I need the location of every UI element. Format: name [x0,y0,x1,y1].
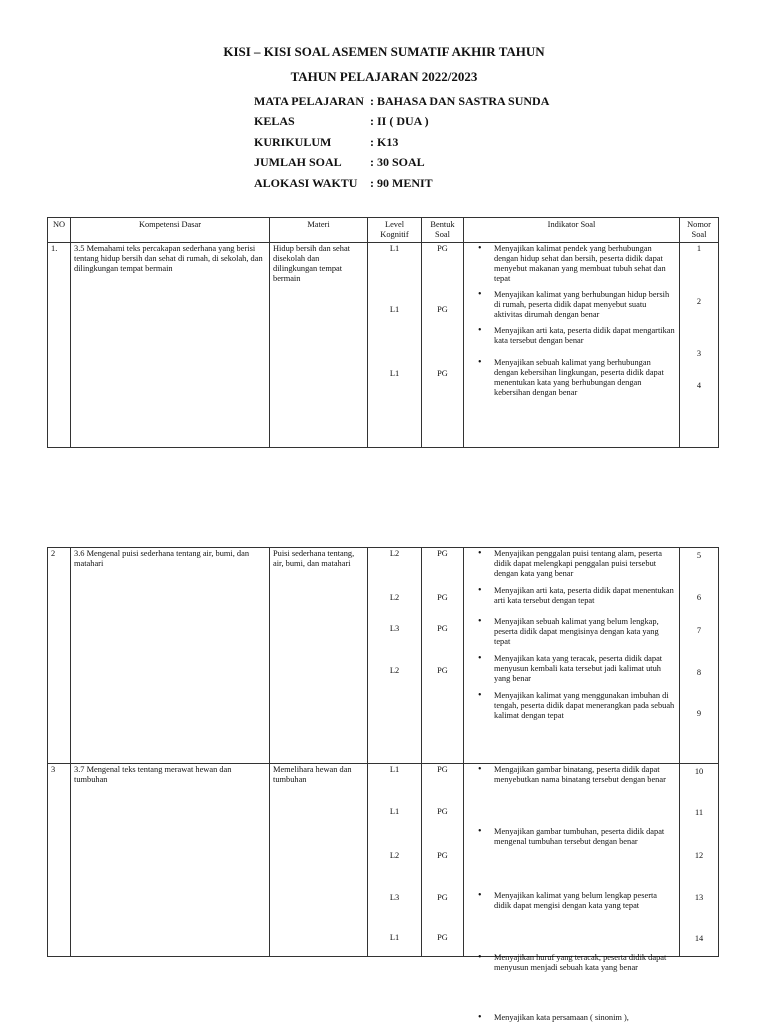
meta-value: : II ( DUA ) [370,114,429,129]
meta-row-curriculum [254,132,549,153]
level-value: L3 [389,624,400,633]
header-materi: Materi [270,218,368,243]
nomor-value: 13 [694,893,704,902]
indikator-item: • Menyajikan sebuah kalimat yang belum lengkap, peserta didik dapat mengisinya dengan kata yang tepat [467,617,676,647]
indikator-item: • Menyajikan kalimat pendek yang berhubungan dengan hidup sehat dan bersih, peserta didik dapat menyebut makanan yang membuat tubuh sehat dan tepat [467,244,676,284]
meta-label: MATA PELAJARAN [254,93,364,108]
table-row [48,243,719,448]
header-no: NO [48,218,71,243]
table-row [48,548,719,764]
header-bentuk-line2: Soal [435,230,450,239]
bentuk-value: PG [437,851,448,860]
row-number: 3 [48,764,71,957]
header-level-line2: Kognitif [380,230,409,239]
meta-label: JUMLAH SOAL [254,155,342,170]
indikator-item: • Menyajikan sebuah kalimat yang berhubungan dengan kebersihan lingkungan, peserta didik dapat menentukan kata yang berhubungan dengan kebersihan dengan benar [467,358,676,398]
indikator-cell [464,243,680,448]
nomor-value: 6 [696,593,702,602]
row-number: 1. [48,243,71,448]
bentuk-value: PG [437,893,448,902]
indikator-item: • Menyajikan kata persamaan ( sinonim ), [467,1013,676,1023]
indikator-item: • Menyajikan gambar tumbuhan, peserta didik dapat mengenal tumbuhan tersebut dengan benar [467,827,676,847]
level-value: L2 [389,593,400,602]
bentuk-value: PG [437,624,448,633]
header-level-line1: Level [384,220,405,229]
meta-label: KELAS [254,114,295,129]
nomor-value: 8 [696,668,702,677]
level-value: L2 [389,851,400,860]
level-value: L1 [389,369,400,378]
bentuk-value: PG [437,305,448,314]
level-cell [368,548,422,764]
level-value: L1 [389,305,400,314]
bentuk-cell [422,243,464,448]
bentuk-value: PG [437,369,448,378]
meta-row-subject [254,91,549,112]
indikator-item: • Menyajikan huruf yang teracak, peserta didik dapat menyusun menjadi sebuah kata yang benar [467,953,676,973]
table-row [48,764,719,957]
header-bentuk-soal [422,218,464,243]
nomor-cell [680,243,719,448]
meta-block [254,91,549,194]
header-level-kognitif [368,218,422,243]
kisi-table-part-1 [47,217,719,448]
nomor-value: 11 [694,808,704,817]
nomor-value: 5 [696,551,702,560]
indikator-item: • Mengajikan gambar binatang, peserta didik dapat menyebutkan nama binatang tersebut dengan benar [467,765,676,785]
bentuk-cell [422,764,464,957]
nomor-value: 10 [694,767,704,776]
nomor-value: 12 [694,851,704,860]
row-number: 2 [48,548,71,764]
nomor-value: 14 [694,934,704,943]
table-header-row [48,218,719,243]
meta-value: : BAHASA DAN SASTRA SUNDA [370,93,550,108]
bentuk-value: PG [437,549,448,558]
nomor-value: 2 [696,297,702,306]
meta-value: : K13 [370,134,399,149]
level-value: L1 [389,765,400,774]
bentuk-value: PG [437,807,448,816]
indikator-cell [464,548,680,764]
bentuk-value: PG [437,666,448,675]
indikator-list [467,765,676,1022]
header-indikator-soal: Indikator Soal [464,218,680,243]
meta-value: : 30 SOAL [370,155,425,170]
bentuk-value: PG [437,933,448,942]
nomor-cell [680,764,719,957]
header-nomor-soal [680,218,719,243]
nomor-cell [680,548,719,764]
kisi-table-part-2 [47,547,719,1022]
kompetensi-dasar-cell: 3.7 Mengenal teks tentang merawat hewan dan tumbuhan [71,764,270,957]
indikator-item: • Menyajikan kalimat yang belum lengkap peserta didik dapat mengisi dengan kata yang tepat [467,891,676,911]
bentuk-value: PG [437,765,448,774]
meta-value: : 90 MENIT [370,175,433,190]
header-kompetensi-dasar: Kompetensi Dasar [71,218,270,243]
meta-label: KURIKULUM [254,134,332,149]
materi-cell: Hidup bersih dan sehat disekolah dan dilingkungan tempat bermain [270,243,368,448]
nomor-value: 9 [696,709,702,718]
meta-row-time [254,173,549,194]
level-cell [368,764,422,957]
indikator-item: • Menyajikan kalimat yang menggunakan imbuhan di tengah, peserta didik dapat menerangkan pada sebuah kalimat dengan tepat [467,691,676,721]
level-value: L2 [389,666,400,675]
level-value: L2 [389,549,400,558]
level-value: L1 [389,933,400,942]
level-value: L3 [389,893,400,902]
document-subtitle: TAHUN PELAJARAN 2022/2023 [290,69,478,84]
level-value: L1 [389,807,400,816]
indikator-item: • Menyajikan arti kata, peserta didik dapat mengartikan kata tersebut dengan benar [467,326,676,346]
kompetensi-dasar-cell: 3.5 Memahami teks percakapan sederhana yang berisi tentang hidup bersih dan sehat di rumah, di sekolah, dan dilingkungan tempat bermain [71,243,270,448]
bentuk-value: PG [437,244,448,253]
indikator-list [467,549,676,721]
header-bentuk-line1: Bentuk [430,220,455,229]
nomor-value: 3 [696,349,702,358]
meta-row-question-count [254,153,549,174]
bentuk-cell [422,548,464,764]
materi-cell: Memelihara hewan dan tumbuhan [270,764,368,957]
header-nomor-line2: Soal [691,230,707,239]
indikator-cell [464,764,680,1022]
level-value: L1 [389,244,400,253]
meta-label: ALOKASI WAKTU [254,175,358,190]
nomor-value: 1 [696,244,702,253]
indikator-item: • Menyajikan arti kata, peserta didik dapat menentukan arti kata tersebut dengan tepat [467,586,676,606]
header-nomor-line1: Nomor [687,220,711,229]
nomor-value: 7 [696,626,702,635]
kompetensi-dasar-cell: 3.6 Mengenal puisi sederhana tentang air, bumi, dan matahari [71,548,270,764]
meta-row-class [254,112,549,133]
indikator-list [467,244,676,398]
level-cell [368,243,422,448]
indikator-item: • Menyajikan kalimat yang berhubungan hidup bersih di rumah, peserta didik dapat menyebut suatu aktivitas dirumah dengan benar [467,290,676,320]
materi-cell: Puisi sederhana tentang, air, bumi, dan matahari [270,548,368,764]
nomor-value: 4 [696,381,702,390]
bentuk-value: PG [437,593,448,602]
indikator-item: • Menyajikan kata yang teracak, peserta didik dapat menyusun kembali kata tersebut jadi kalimat utuh yang benar [467,654,676,684]
indikator-item: • Menyajikan penggalan puisi tentang alam, peserta didik dapat melengkapi penggalan puisi tersebut dengan kata yang benar [467,549,676,579]
document-title: KISI – KISI SOAL ASEMEN SUMATIF AKHIR TAHUN [223,44,545,59]
